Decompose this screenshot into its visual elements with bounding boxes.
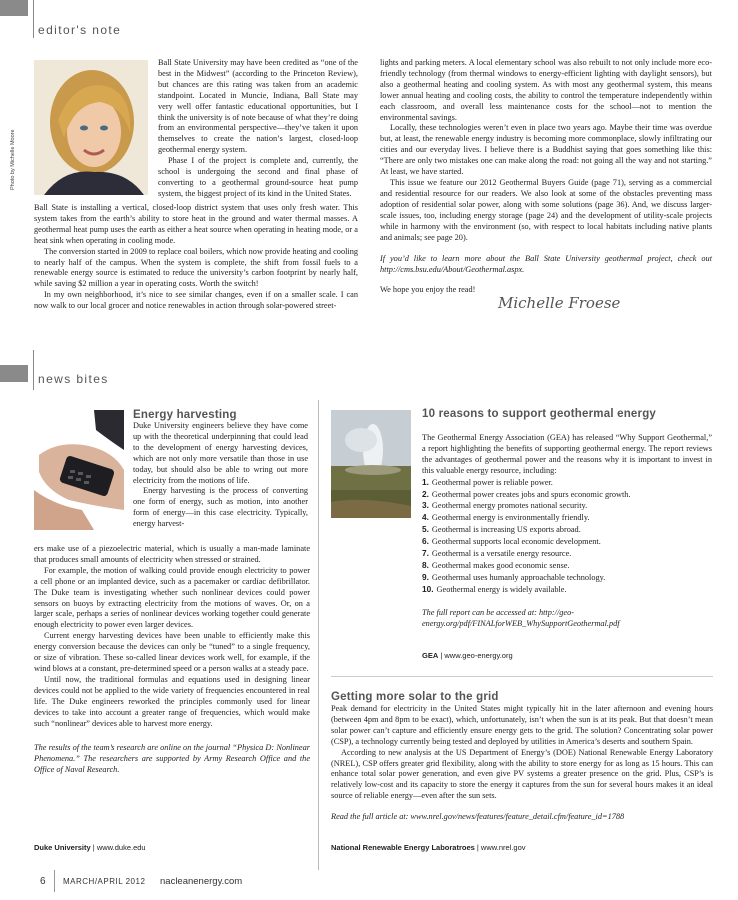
editor-signature: Michelle Froese [498,294,621,312]
page-number: 6 [40,876,46,887]
source-url[interactable]: | www.geo-energy.org [440,651,513,660]
source-name: GEA [422,651,439,660]
solar-note: Read the full article at: www.nrel.gov/news/features/feature_detail.cfm/feature_id=1788 [331,812,625,822]
author-photo [34,60,148,195]
photo-credit: Photo by Michelle Moore [10,129,16,190]
body-paragraph: ers make use of a piezoelectric material, which is usually a man-made laminate that produces small amounts of electricity when stressed or strained. [34,544,310,564]
list-text: Geothermal supports local economic development. [431,537,601,547]
list-number: 9. [422,571,429,582]
solar-separator [331,676,713,677]
energy-harvesting-heading: Energy harvesting [133,409,237,421]
geothermal-body [422,433,712,630]
solar-source [331,843,526,852]
list-number: 1. [422,476,429,487]
list-text: Geothermal is increasing US exports abroad. [431,525,581,535]
body-paragraph: For example, the motion of walking could provide enough electricity to power a cell phone or an implanted device, such as a pacemaker or cardiac defibrillator. The Duke team is investigating whether such nonlinear devices could power sensors on buoys by extracting electricity from the motions of waves. Or, on a larger scale, perhaps a series of nonlinear devices working together could generate enough electricity to power even larger devices. [34,565,310,630]
source-name: National Renewable Energy Laboratroes [331,843,475,852]
body-paragraph: Ball State University may have been credited as “one of the best in the Midwest” (according to the Princeton Review), but chances are this rating was taken from an academic standpoint. Located in Muncie, Indiana, Ball State may very well offer fantastic educational opportunities, but I think the university is of note because of what they’re doing from an environmental perspective—they’ve taken it upon themselves to create the nation’s largest, closed-loop geothermal energy system. [158,58,358,155]
body-paragraph: Locally, these technologies weren’t even in place two years ago. Maybe their time was overdue but, at least, the renewable energy industry is becoming more commonplace, slowly infiltrating our cities and our everyday lives. I believe there is a Buddhist saying that goes something like this: “There are only two mistakes one can make along the road: not going all the way and not starting.” At least, we have started. [380,123,712,177]
list-item [422,536,712,548]
body-paragraph: In my own neighborhood, it’s nice to see similar changes, even if on a smaller scale. I can now walk to our local grocer and notice renewables in action through solar-powered street- [34,290,358,311]
list-number: 4. [422,512,429,523]
energy-harvesting-note: The results of the team’s research are online on the journal “Physica D: Nonlinear Phenomena.” The researchers are supported by Army Research Office and the Office of Naval Research. [34,743,310,775]
list-text: Geothermal power creates jobs and spurs economic growth. [431,489,631,499]
body-paragraph: Energy harvesting is the process of converting one form of energy, such as motion, into another form of energy—in this case electricity. Typically, energy harvest- [133,486,308,529]
solar-body [331,704,713,823]
editors-note-col1-wrapped [158,58,358,200]
body-paragraph: According to new analysis at the US Department of Energy’s (DOE) National Renewable Energy Laboratory (NREL), CSP offers greater grid flexibility, along with the ability to store energy for as long as 15 hours. This can enhance total solar power generation, and even give PV systems a greater presence on the grid. Plus, CSP’s is relatively low-cost and its capacity to store the energy it captures from the sun for several hours makes it an ideal source of reliable energy—even after the sun sets. [331,747,713,801]
body-paragraph: Until now, the traditional formulas and equations used in designing linear devices could not be applied to the wide variety of frequencies encountered in real life. The Duke engineers reworked the principles commonly used for linear devices to take into account a greater range of frequencies, which would make such “nonlinear” devices able to harvest more energy. [34,674,310,728]
list-number: 10. [422,583,434,594]
list-item [422,524,712,536]
body-paragraph: Current energy harvesting devices have been unable to efficiently make this energy conversion because the devices can only be “tuned” to a single frequency, or size of vibration. These so-called linear devices work well, for example, if the wind blows at a constant, pre-determined speed or a person walks at a steady pace. [34,631,310,673]
list-item [422,560,712,572]
editors-note-col1-full [34,203,358,312]
list-item [422,500,712,512]
reasons-list [422,477,712,596]
closing-line: We hope you enjoy the read! [380,285,476,295]
source-name: Duke University [34,843,91,852]
editors-note-link-note: If you’d like to learn more about the Ball State University geothermal project, check out http://cms.bsu.edu/About/Geothermal.aspx. [380,254,712,275]
news-bites-marker [0,365,28,382]
list-text: Geothermal uses humanly approachable technology. [431,572,606,582]
list-number: 8. [422,559,429,570]
list-text: Geothermal energy is widely available. [436,584,567,594]
list-number: 3. [422,500,429,511]
body-paragraph: lights and parking meters. A local elementary school was also rebuilt to not only include more eco-friendly technology (from thermal windows to energy-efficient lighting with daylight sensors), but also a geothermal heating and cooling system. As with most any geothermal system, this means lower annual heating and cooling costs, the ability to control the temperature independently within each classroom, and overall less maintenance costs for the school—not to mention the environmental savings. [380,58,712,122]
body-paragraph: The conversion started in 2009 to replace coal boilers, which now provide heating and cooling to nearly half of the campus. When the system is complete, the shift from fossil fuels to a renewable energy source is estimated to reduce the university’s carbon footprint by nearly half, while saving $2 million a year in operating costs. Worth the switch! [34,246,358,289]
list-text: Geothermal makes good economic sense. [431,560,570,570]
news-bites-rule [33,350,34,390]
list-text: Geothermal energy promotes national security. [431,501,588,511]
footer-rule [54,870,55,892]
editors-note-rule [33,0,34,38]
source-url[interactable]: | www.duke.edu [92,843,146,852]
editors-note-col2 [380,58,712,296]
body-paragraph: The Geothermal Energy Association (GEA) has released “Why Support Geothermal,” a report highlighting the benefits of supporting geothermal energy. The report reviews the advantages of geothermal power and the reasons why it is important to invest in this valuable energy resource, including: [422,433,712,475]
list-item [422,477,712,489]
energy-harvesting-wrapped [133,421,308,530]
list-item [422,489,712,501]
list-text: Geothermal energy is environmentally friendly. [431,513,590,523]
list-item [422,548,712,560]
list-item [422,572,712,584]
geothermal-heading: 10 reasons to support geothermal energy [422,408,657,420]
editors-note-marker [0,0,28,16]
geothermal-source [422,651,513,660]
issue-date: MARCH/APRIL 2012 [63,877,146,886]
list-item [422,584,712,596]
geyser-photo [331,410,411,518]
energy-harvesting-full [34,544,310,776]
source-url[interactable]: | www.nrel.gov [476,843,526,852]
energy-harvesting-photo [34,410,124,530]
editors-note-label: editor's note [38,23,122,37]
body-paragraph: Peak demand for electricity in the United States might typically hit in the later afternoon and evening hours (between 4pm and 8pm to be exact), which, unfortunately, isn’t when the sun is at its peak. But that doesn’t mean solar power can’t capture and efficiently ensure energy gets to the grid. The solution? Concentrating solar power (CSP), a technology currently being tested and deployed by utilities in America’s deserts and southern Spain. [331,704,713,746]
energy-harvesting-source [34,843,146,852]
site-name: nacleanenergy.com [160,876,243,887]
geothermal-note: The full report can be accessed at: http://geo-energy.org/pdf/FINALforWEB_WhySupportGeothermal.pdf [422,607,620,628]
body-paragraph: Ball State is installing a vertical, closed-loop district system that uses only fresh water. This system takes from the earth’s ability to store heat in the ground and water thermal masses. A geothermal heat pump uses the earth as either a heat source when operating in heating mode, or a heat sink when operating in cooling mode. [34,203,358,245]
solar-heading: Getting more solar to the grid [331,691,499,703]
news-bites-label: news bites [38,372,109,386]
body-paragraph: Phase I of the project is complete and, currently, the school is undergoing the second and final phase of converting to a geothermal ground-source heat pump system, the biggest project of its kind in the United States. [158,156,358,198]
list-number: 7. [422,548,429,559]
list-number: 5. [422,524,429,535]
body-paragraph: Duke University engineers believe they have come up with the theoretical underpinning that could lead to the development of energy harvesting devices, which are not only more versatile than those in use today, but should also be able to wring out more electricity from the motions of life. [133,421,308,485]
news-column-divider [318,400,319,870]
body-paragraph: This issue we feature our 2012 Geothermal Buyers Guide (page 71), serving as a commercial and residential resource for our readers. We also look at some of the obstacles preventing mass adoption of residential solar power, along with some solutions (page 36). And, we discuss larger-scale issues, too, including energy storage (page 24) and the development of utility-scale projects while in harmony with the environment (so, with respect to local habitats including native plants and animals; see page 20). [380,177,712,242]
list-text: Geothermal is a versatile energy resource. [431,549,572,559]
list-number: 6. [422,536,429,547]
list-number: 2. [422,488,429,499]
list-text: Geothermal power is reliable power. [431,477,553,487]
list-item [422,512,712,524]
